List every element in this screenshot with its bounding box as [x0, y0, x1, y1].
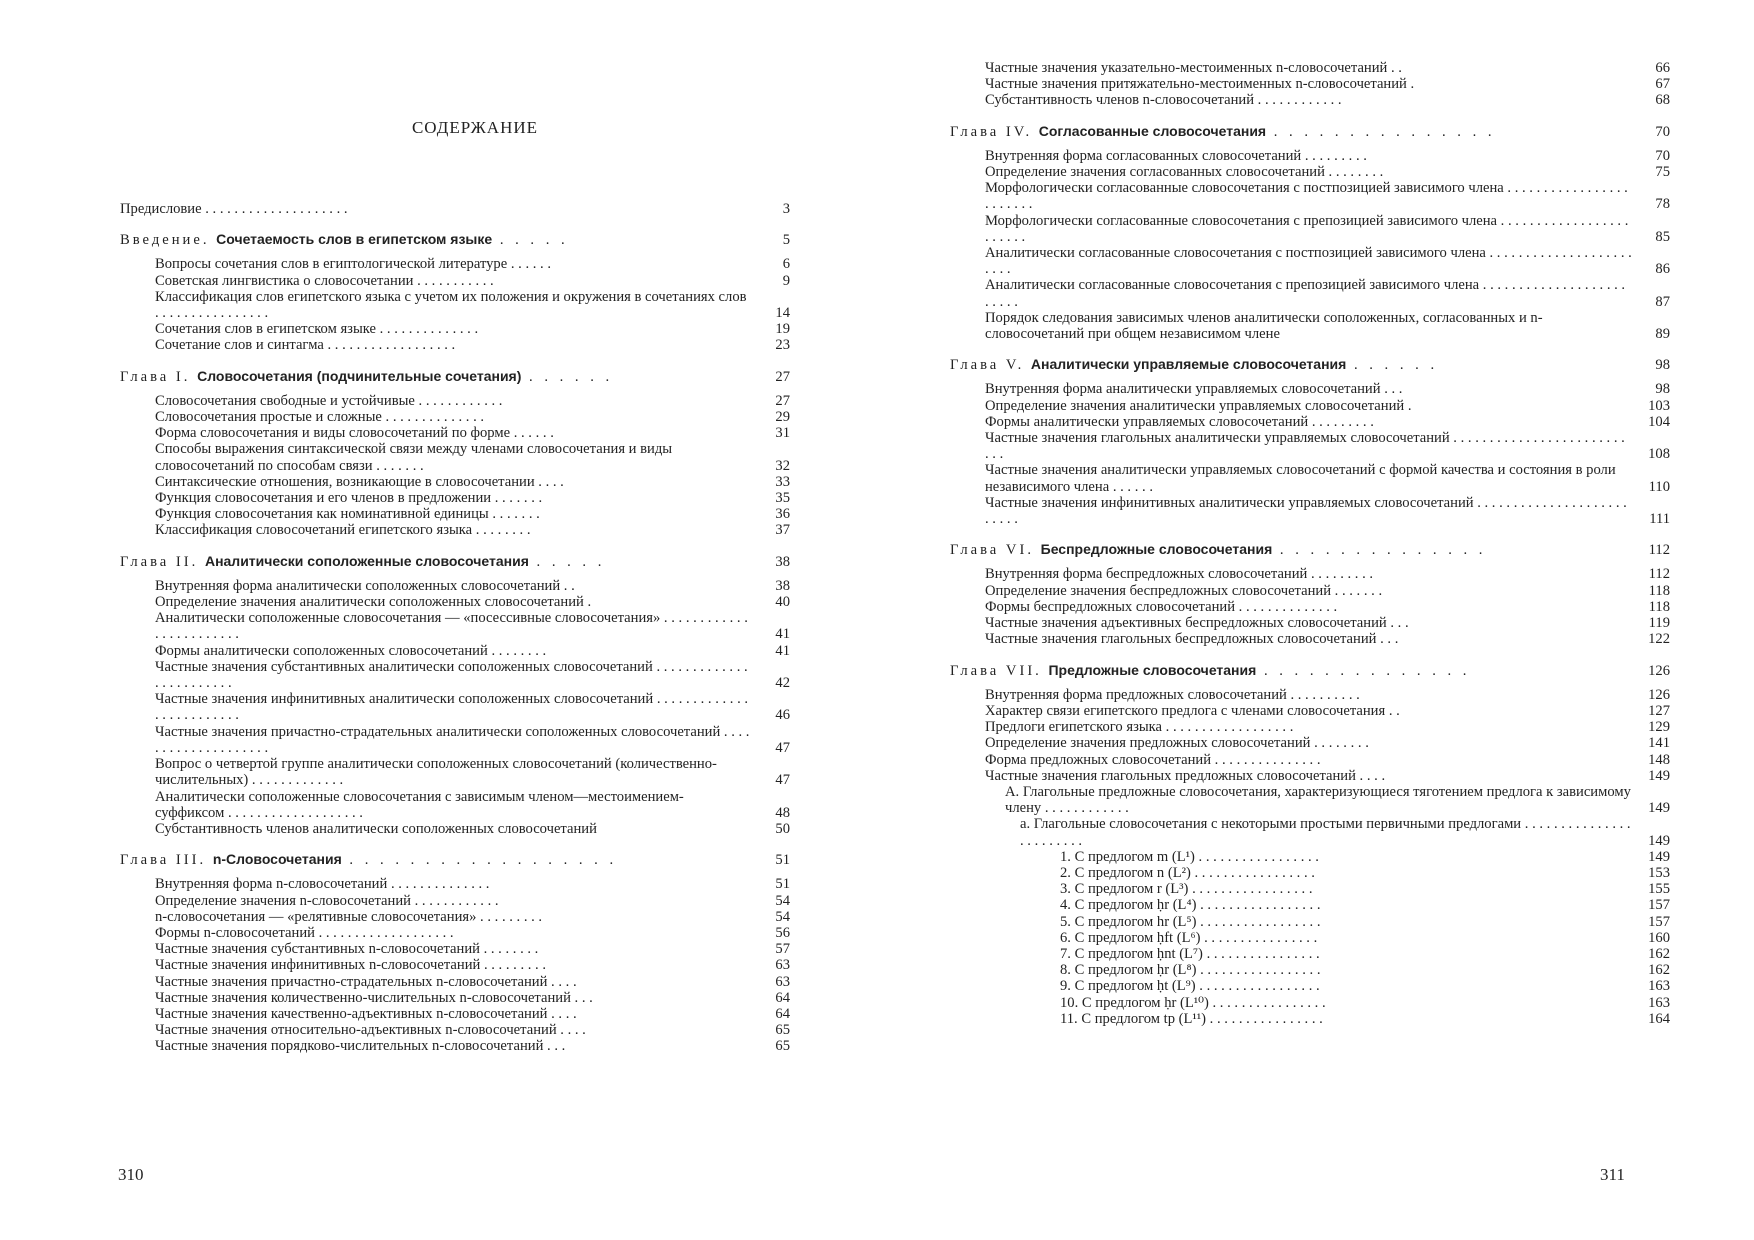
chapter-title: Согласованные словосочетания: [1038, 122, 1267, 139]
toc-page-number: 48: [775, 804, 790, 821]
toc-entry: [950, 962, 1670, 978]
toc-entry: [120, 990, 790, 1006]
toc-page-number: 108: [1648, 446, 1670, 463]
toc-entry-text: Форма предложных словосочетаний . . . . . . . . . . . . . . .: [985, 751, 1321, 768]
toc-entry-text: Частные значения глагольных предложных словосочетаний . . . .: [985, 767, 1386, 784]
toc-page-number: 3: [782, 201, 790, 217]
toc-entry-text: Функция словосочетания и его членов в предложении . . . . . . .: [155, 490, 543, 507]
toc-entry: [950, 92, 1670, 108]
toc-entry-text: Советская лингвистика о словосочетании . . . . . . . . . . .: [155, 272, 494, 289]
toc-entry: [950, 277, 1670, 309]
toc-page-number: 103: [1648, 397, 1670, 414]
toc-entry-text: Частные значения инфинитивных n-словосочетаний . . . . . . . . .: [155, 957, 546, 974]
toc-entry-text: Форма словосочетания и виды словосочетаний по форме . . . . . .: [155, 425, 554, 442]
toc-page-number: 5: [782, 232, 790, 249]
toc-page-number: 64: [775, 1005, 790, 1022]
toc-entry: [120, 256, 790, 272]
toc-page-number: 112: [1648, 542, 1670, 559]
toc-page-number: 127: [1648, 702, 1670, 719]
toc-entry-text: Внутренняя форма согласованных словосочетаний . . . . . . . . .: [985, 147, 1367, 164]
toc-entry-text: Определение значения беспредложных словосочетаний . . . . . . .: [985, 582, 1383, 599]
toc-entry-text: Словосочетания свободные и устойчивые . . . . . . . . . . . .: [155, 392, 503, 409]
toc-entry: [120, 893, 790, 909]
toc-entry: [120, 643, 790, 659]
toc-chapter: [120, 851, 790, 868]
toc-entry-text: Определение значения согласованных словосочетаний . . . . . . . .: [985, 164, 1384, 181]
toc-entry: [950, 213, 1670, 245]
toc-page-number: 164: [1648, 1010, 1670, 1027]
toc-entry: [950, 703, 1670, 719]
toc-entry: [950, 76, 1670, 92]
toc-entry-text: Частные значения причастно-страдательных аналитически соположенных словосочетаний . . . . . . . . . . . . . . . . . . . .: [155, 723, 750, 756]
chapter-label: Глава VI.: [950, 542, 1041, 559]
toc-entry: [120, 201, 790, 217]
toc-entry: [120, 578, 790, 594]
toc-page-number: 157: [1648, 897, 1670, 914]
toc-entry: [950, 735, 1670, 751]
leader-dots: . . . . . . . . . . . . . .: [1256, 662, 1471, 679]
toc-chapter: [950, 541, 1670, 558]
right-page: [950, 0, 1670, 1027]
toc-entry: [950, 752, 1670, 768]
toc-page-number: 23: [775, 337, 790, 354]
toc-entry-text: 8. С предлогом ḥr (L⁸) . . . . . . . . . . . . . . . . .: [1060, 962, 1321, 979]
toc-page-number: 56: [775, 924, 790, 941]
toc-page-number: 118: [1648, 598, 1670, 615]
toc-page-number: 54: [775, 892, 790, 909]
chapter-label: Глава V.: [950, 357, 1031, 374]
chapter-label: Глава III.: [120, 852, 213, 869]
toc-page-number: 33: [775, 473, 790, 490]
toc-entry: [950, 897, 1670, 913]
toc-entry: [120, 321, 790, 337]
toc-entry: [120, 409, 790, 425]
toc-page-number: 51: [775, 852, 790, 869]
toc-entry-text: А. Глагольные предложные словосочетания, характеризующиеся тяготением предлога к зависимому члену . . . . . . . . . . . .: [1005, 783, 1631, 817]
toc-entry-text: Частные значения субстантивных аналитически соположенных словосочетаний . . . . . . . . . . . . . . . . . . . . . . . .: [155, 658, 748, 692]
toc-page-number: 9: [782, 272, 790, 289]
toc-entry-text: Внутренняя форма аналитически соположенных словосочетаний . .: [155, 577, 575, 594]
toc-entry: [950, 414, 1670, 430]
toc-entry: [950, 978, 1670, 994]
toc-entry-text: Вопросы сочетания слов в египтологической литературе . . . . . .: [155, 256, 551, 273]
toc-entry: [120, 610, 790, 642]
toc-page-number: 63: [775, 957, 790, 974]
toc-entry-text: Аналитически согласованные словосочетания с препозицией зависимого члена . . . . . . . . . . . . . . . . . . . . . . . . .: [985, 277, 1626, 310]
toc-entry: [950, 495, 1670, 527]
toc-page-number: 129: [1648, 719, 1670, 736]
toc-entry-text: Частные значения качественно-адъективных n-словосочетаний . . . .: [155, 1005, 577, 1022]
toc-entry-text: n-словосочетания — «релятивные словосочетания» . . . . . . . . .: [155, 908, 543, 925]
toc-entry-text: Определение значения n-словосочетаний . . . . . . . . . . . .: [155, 892, 499, 909]
toc-entry-text: 1. С предлогом m (L¹) . . . . . . . . . . . . . . . . .: [1060, 848, 1319, 865]
toc-page-number: 75: [1655, 164, 1670, 181]
chapter-title: Словосочетания (подчинительные сочетания): [197, 367, 522, 384]
toc-page-number: 118: [1648, 582, 1670, 599]
toc-entry: [950, 148, 1670, 164]
toc-page-number: 38: [775, 577, 790, 594]
toc-page-number: 122: [1648, 631, 1670, 648]
toc-entry-text: Частные значения аналитически управляемых словосочетаний с формой качества и состояния в роли независимого члена . . . . . .: [985, 462, 1616, 495]
toc-entry-text: Предлоги египетского языка . . . . . . . . . . . . . . . . . .: [985, 719, 1294, 736]
toc-entry: [120, 756, 790, 788]
toc-entry: [950, 631, 1670, 647]
toc-chapter: [950, 123, 1670, 140]
toc-page-number: 27: [775, 392, 790, 409]
leader-dots: . . . . . . . . . . . . . . .: [1266, 123, 1496, 140]
toc-page-number: 65: [775, 1038, 790, 1055]
toc-page-number: 78: [1655, 196, 1670, 213]
toc-entry: [950, 849, 1670, 865]
toc-page-number: 126: [1648, 686, 1670, 703]
toc-page-number: 111: [1649, 511, 1670, 528]
toc-entry: [950, 583, 1670, 599]
toc-entry-text: Синтаксические отношения, возникающие в словосочетании . . . .: [155, 473, 564, 490]
toc-page-number: 149: [1648, 848, 1670, 865]
toc-entry-text: Определение значения предложных словосочетаний . . . . . . . .: [985, 735, 1369, 752]
toc-page-number: 29: [775, 409, 790, 426]
toc-entry-text: Морфологически согласованные словосочетания с препозицией зависимого члена . . . . . . . . . . . . . . . . . . . . . . . .: [985, 212, 1629, 245]
toc-entry-text: Вопрос о четвертой группе аналитически соположенных словосочетаний (количественно-числительных) . . . . . . . . . . . . .: [155, 756, 717, 789]
toc-page-number: 98: [1655, 357, 1670, 374]
toc-entry-text: Частные значения указательно-местоименных n-словосочетаний . .: [985, 60, 1402, 76]
toc-entry: [950, 719, 1670, 735]
toc-page-number: 98: [1655, 381, 1670, 398]
toc-entry: [950, 768, 1670, 784]
toc-page-number: 38: [775, 553, 790, 570]
toc-entry-text: Классификация словосочетаний египетского языка . . . . . . . .: [155, 522, 531, 539]
toc-entry: [120, 957, 790, 973]
toc-entry: [950, 784, 1670, 816]
toc-entry: [120, 1006, 790, 1022]
toc-page-number: 119: [1648, 615, 1670, 632]
toc-page-number: 162: [1648, 962, 1670, 979]
toc-entry: [120, 1022, 790, 1038]
toc-entry-text: Частные значения глагольных аналитически управляемых словосочетаний . . . . . . . . . . . . . . . . . . . . . . . . . . .: [985, 430, 1625, 463]
toc-page-number: 36: [775, 506, 790, 523]
left-page: [120, 0, 790, 1055]
toc-entry-text: Формы аналитически соположенных словосочетаний . . . . . . . .: [155, 642, 547, 659]
toc-entry-text: Предисловие . . . . . . . . . . . . . . . . . . . .: [120, 201, 348, 217]
toc-entry-text: Субстантивность членов n-словосочетаний . . . . . . . . . . . .: [985, 92, 1342, 109]
toc-entry-text: 7. С предлогом ḥnt (L⁷) . . . . . . . . . . . . . . . .: [1060, 945, 1320, 962]
toc-entry-text: 10. С предлогом ḥr (L¹⁰) . . . . . . . . . . . . . . . .: [1060, 994, 1326, 1011]
toc-entry-text: Внутренняя форма предложных словосочетаний . . . . . . . . . .: [985, 686, 1360, 703]
toc-entry-text: Характер связи египетского предлога с членами словосочетания . .: [985, 702, 1400, 719]
leader-dots: . . . . .: [492, 232, 569, 249]
toc-page-number: 126: [1648, 662, 1670, 679]
toc-entry-text: Частные значения адъективных беспредложных словосочетаний . . .: [985, 615, 1409, 632]
toc-entry-text: Формы аналитически управляемых словосочетаний . . . . . . . . .: [985, 413, 1374, 430]
toc-entry: [950, 816, 1670, 848]
toc-entry-text: Частные значения инфинитивных аналитически соположенных словосочетаний . . . . . . . . . . . . . . . . . . . . . . . . .: [155, 691, 749, 724]
toc-entry: [120, 659, 790, 691]
toc-entry: [120, 506, 790, 522]
toc-entry: [120, 337, 790, 353]
leader-dots: . . . . . .: [1346, 357, 1439, 374]
toc-entry: [950, 599, 1670, 615]
toc-page-number: 149: [1648, 832, 1670, 849]
toc-entry: [120, 876, 790, 892]
toc-entry: [120, 490, 790, 506]
toc-entry: [950, 566, 1670, 582]
toc-page-number: 110: [1648, 478, 1670, 495]
toc-page-number: 70: [1655, 123, 1670, 140]
toc-page-number: 163: [1648, 978, 1670, 995]
toc-page-number: 63: [775, 973, 790, 990]
toc-page-number: 162: [1648, 945, 1670, 962]
toc-page-number: 31: [775, 425, 790, 442]
toc-entry: [120, 425, 790, 441]
toc-entry-text: Аналитически соположенные словосочетания — «посессивные словосочетания» . . . . . . . . . . . . . . . . . . . . . . . .: [155, 610, 748, 643]
toc-page-number: 37: [775, 522, 790, 539]
toc-entry: [120, 821, 790, 837]
toc-page-number: 40: [775, 594, 790, 611]
toc-entry-text: Порядок следования зависимых членов аналитически соположенных, согласованных и n-словосочетаний при общем независимом члене: [985, 309, 1543, 343]
toc-entry-text: Внутренняя форма беспредложных словосочетаний . . . . . . . . .: [985, 566, 1374, 583]
toc-entry-text: Аналитически соположенные словосочетания с зависимым членом—местоимением-суффиксом . . . . . . . . . . . . . . . . . . .: [155, 788, 684, 821]
toc-entry: [120, 724, 790, 756]
toc-entry-text: 3. С предлогом r (L³) . . . . . . . . . . . . . . . . .: [1060, 881, 1313, 898]
toc-entry-text: Аналитически согласованные словосочетания с постпозицией зависимого члена . . . . . . . . . . . . . . . . . . . . . . . .: [985, 245, 1632, 278]
toc-entry-text: а. Глагольные словосочетания с некоторыми простыми первичными предлогами . . . . . . . . . . . . . . . . . . . . . . . .: [1020, 816, 1631, 849]
toc-entry-text: Морфологически согласованные словосочетания с постпозицией зависимого члена . . . . . . . . . . . . . . . . . . . . . . . .: [985, 180, 1628, 213]
toc-entry-text: Формы беспредложных словосочетаний . . . . . . . . . . . . . .: [985, 598, 1338, 615]
toc-entry: [950, 245, 1670, 277]
toc-chapter: [120, 553, 790, 570]
toc-entry-text: Словосочетания простые и сложные . . . . . . . . . . . . . .: [155, 409, 485, 426]
toc-entry-text: Частные значения глагольных беспредложных словосочетаний . . .: [985, 631, 1399, 648]
toc-entry-text: Внутренняя форма n-словосочетаний . . . . . . . . . . . . . .: [155, 876, 490, 893]
toc-entry-text: Частные значения субстантивных n-словосочетаний . . . . . . . .: [155, 941, 539, 958]
toc-entry-text: 5. С предлогом hr (L⁵) . . . . . . . . . . . . . . . . .: [1060, 913, 1321, 930]
chapter-title: Аналитически управляемые словосочетания: [1030, 356, 1347, 373]
toc-page-number: 47: [775, 739, 790, 756]
toc-entry: [120, 522, 790, 538]
toc-page-number: 35: [775, 490, 790, 507]
toc-page-number: 163: [1648, 994, 1670, 1011]
toc-page-number: 57: [775, 941, 790, 958]
toc-entry: [120, 289, 790, 321]
toc-page-number: 46: [775, 707, 790, 724]
toc-page-number: 50: [775, 820, 790, 837]
leader-dots: . . . . . . . . . . . . . . . . . .: [341, 852, 618, 869]
page-number-left: 310: [118, 1165, 144, 1184]
toc-entry: [950, 430, 1670, 462]
toc-page-number: 68: [1655, 92, 1670, 109]
chapter-label: Глава IV.: [950, 123, 1039, 140]
chapter-title: Аналитически соположенные словосочетания: [204, 552, 529, 569]
toc-page-number: 149: [1648, 800, 1670, 817]
leader-dots: . . . . . .: [521, 368, 614, 385]
toc-entry: [120, 925, 790, 941]
toc-entry-text: Частные значения инфинитивных аналитически управляемых словосочетаний . . . . . . . . . . . . . . . . . . . . . . . . . .: [985, 494, 1627, 528]
toc-page-number: 51: [775, 876, 790, 893]
toc-entry: [120, 691, 790, 723]
toc-entry: [120, 789, 790, 821]
toc-entry: [950, 615, 1670, 631]
toc-entry: [950, 995, 1670, 1011]
toc-page-number: 6: [782, 256, 790, 273]
toc-page-number: 104: [1648, 413, 1670, 430]
toc-list-right: [950, 60, 1670, 1027]
toc-entry-text: Частные значения количественно-числительных n-словосочетаний . . .: [155, 989, 593, 1006]
toc-chapter: [120, 368, 790, 385]
toc-entry: [950, 946, 1670, 962]
toc-entry-text: Внутренняя форма аналитически управляемых словосочетаний . . .: [985, 381, 1403, 398]
toc-page-number: 32: [775, 457, 790, 474]
toc-entry: [120, 594, 790, 610]
chapter-title: Сочетаемость слов в египетском языке: [216, 231, 493, 248]
toc-page-number: 41: [775, 626, 790, 643]
toc-entry: [950, 687, 1670, 703]
chapter-label: Глава II.: [120, 553, 205, 570]
toc-entry: [950, 462, 1670, 494]
toc-entry-text: 9. С предлогом ḥt (L⁹) . . . . . . . . . . . . . . . . .: [1060, 978, 1320, 995]
toc-entry-text: Частные значения причастно-страдательных n-словосочетаний . . . .: [155, 973, 577, 990]
toc-page-number: 149: [1648, 767, 1670, 784]
toc-entry-text: Определение значения аналитически управляемых словосочетаний .: [985, 397, 1412, 414]
toc-page-number: 66: [1655, 60, 1670, 76]
toc-page-number: 160: [1648, 929, 1670, 946]
toc-entry: [120, 273, 790, 289]
toc-page-number: 153: [1648, 864, 1670, 881]
toc-chapter: [950, 356, 1670, 373]
toc-entry-text: Сочетания слов в египетском языке . . . . . . . . . . . . . .: [155, 321, 479, 338]
toc-entry: [950, 381, 1670, 397]
leader-dots: . . . . .: [528, 553, 606, 570]
toc-entry: [120, 1038, 790, 1054]
toc-page-number: 112: [1648, 566, 1670, 583]
toc-entry: [950, 398, 1670, 414]
toc-entry: [950, 914, 1670, 930]
toc-entry-text: Субстантивность членов аналитически соположенных словосочетаний: [155, 820, 597, 837]
toc-entry: [950, 60, 1670, 76]
toc-page-number: 47: [775, 772, 790, 789]
toc-entry-text: Формы n-словосочетаний . . . . . . . . . . . . . . . . . . .: [155, 924, 454, 941]
toc-page-number: 42: [775, 675, 790, 692]
chapter-title: Беспредложные словосочетания: [1040, 541, 1273, 558]
toc-page-number: 148: [1648, 751, 1670, 768]
toc-entry: [120, 393, 790, 409]
toc-entry-text: 6. С предлогом ḥft (L⁶) . . . . . . . . . . . . . . . .: [1060, 929, 1318, 946]
toc-entry: [950, 180, 1670, 212]
toc-entry: [120, 441, 790, 473]
toc-entry-text: Классификация слов египетского языка с учетом их положения и окружения в сочетаниях слов . . . . . . . . . . . . . . . .: [155, 288, 747, 322]
chapter-label: Введение.: [120, 232, 217, 249]
toc-entry: [120, 909, 790, 925]
toc-entry: [950, 881, 1670, 897]
toc-page-number: 14: [775, 305, 790, 322]
toc-entry-text: Способы выражения синтаксической связи между членами словосочетания и виды словосочетаний по способам связи . . . . . . .: [155, 441, 673, 474]
toc-page-number: 141: [1648, 735, 1670, 752]
toc-page-number: 70: [1655, 147, 1670, 164]
toc-entry: [950, 164, 1670, 180]
chapter-label: Глава I.: [120, 368, 198, 385]
toc-page-number: 65: [775, 1022, 790, 1039]
toc-entry-text: 2. С предлогом n (L²) . . . . . . . . . . . . . . . . .: [1060, 864, 1315, 881]
toc-page-number: 85: [1655, 228, 1670, 245]
toc-page-number: 87: [1655, 293, 1670, 310]
toc-entry-text: Частные значения притяжательно-местоименных n-словосочетаний .: [985, 76, 1415, 93]
toc-page-number: 89: [1655, 326, 1670, 343]
toc-entry: [950, 865, 1670, 881]
toc-entry: [950, 1011, 1670, 1027]
toc-list-left: [120, 201, 790, 1055]
toc-page-number: 157: [1648, 913, 1670, 930]
toc-page-number: 67: [1655, 76, 1670, 93]
toc-entry-text: 4. С предлогом ḥr (L⁴) . . . . . . . . . . . . . . . . .: [1060, 897, 1321, 914]
toc-entry: [120, 474, 790, 490]
toc-chapter: [950, 662, 1670, 679]
toc-chapter: [120, 231, 790, 248]
toc-entry: [120, 974, 790, 990]
toc-entry-text: Функция словосочетания как номинативной единицы . . . . . . .: [155, 506, 540, 523]
toc-title: СОДЕРЖАНИЕ: [411, 118, 539, 137]
toc-entry-text: 11. С предлогом tp (L¹¹) . . . . . . . . . . . . . . . .: [1060, 1010, 1323, 1027]
toc-page-number: 155: [1648, 881, 1670, 898]
chapter-title: n-Словосочетания: [212, 851, 342, 868]
toc-entry-text: Частные значения относительно-адъективных n-словосочетаний . . . .: [155, 1022, 586, 1039]
toc-page-number: 27: [775, 368, 790, 385]
toc-page-number: 54: [775, 908, 790, 925]
leader-dots: . . . . . . . . . . . . . .: [1272, 542, 1487, 559]
page-number-right: 311: [1600, 1165, 1625, 1184]
chapter-title: Предложные словосочетания: [1048, 661, 1257, 678]
toc-entry: [950, 310, 1670, 342]
toc-entry: [950, 930, 1670, 946]
toc-page-number: 86: [1655, 261, 1670, 278]
toc-entry: [120, 941, 790, 957]
toc-entry-text: Определение значения аналитически соположенных словосочетаний .: [155, 594, 592, 611]
toc-entry-text: Сочетание слов и синтагма . . . . . . . . . . . . . . . . . .: [155, 337, 456, 354]
toc-page-number: 19: [775, 321, 790, 338]
chapter-label: Глава VII.: [950, 662, 1049, 679]
toc-page-number: 64: [775, 989, 790, 1006]
toc-entry-text: Частные значения порядково-числительных n-словосочетаний . . .: [155, 1038, 566, 1055]
toc-page-number: 41: [775, 642, 790, 659]
